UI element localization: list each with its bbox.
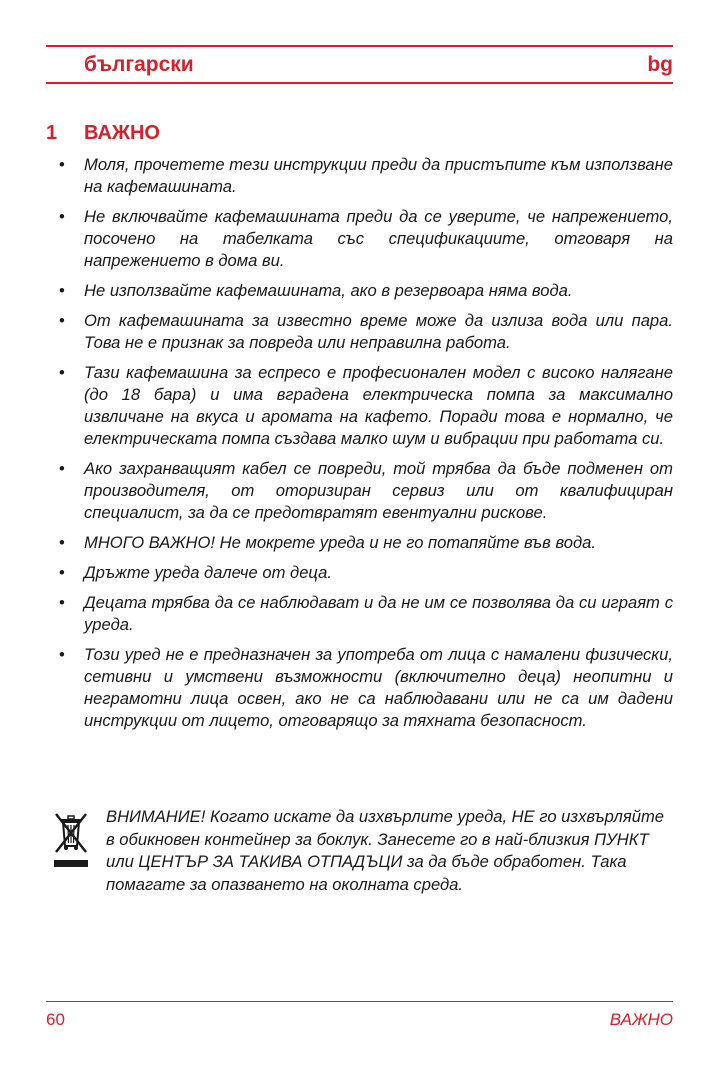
bullet-icon: • [59, 311, 65, 330]
bullet-icon: • [59, 363, 65, 382]
bullet-icon: • [59, 645, 65, 664]
section-heading [46, 122, 160, 145]
warning-text: ВНИМАНИЕ! Когато искате да изхвърлите уреда, НЕ го изхвърляйте в обикновен контейнер за боклук. Занесете го в най-близкия ПУНКТ или ЦЕНТЪР ЗА ТАКИВА ОТПАДЪЦИ за да бъде обработен. Така помагате за опазването на околната среда. [106, 807, 665, 894]
list-item: • Този уред не е предназначен за употреба от лица с намалени физически, сетивни и умствени възможности (включително деца) неопитни и неграмотни лица освен, ако не са наблюдавани или не са им дадени инструкции от лицето, отговарящо за тяхната безопасност. [59, 645, 673, 730]
header-bottom-rule [46, 82, 673, 84]
header-top-rule [46, 45, 673, 47]
list-item: • Не използвайте кафемашината, ако в резервоара няма вода. [59, 281, 573, 300]
list-item: • Децата трябва да се наблюдават и да не им се позволява да си играят с уреда. [59, 593, 673, 634]
list-item: • Не включвайте кафемашината преди да се уверите, че напрежението, посочено на табелката със спецификациите, отговаря на напрежението в дома ви. [59, 207, 673, 270]
bullet-icon: • [59, 207, 65, 226]
list-item: • Ако захранващият кабел се повреди, той трябва да бъде подменен от производителя, от оторизиран сервиз или от квалифициран специалист, за да се предотвратят евентуални рискове. [59, 459, 673, 522]
bullet-icon: • [59, 459, 65, 478]
weee-crossed-bin-icon [52, 810, 90, 870]
footer-rule [46, 1001, 673, 1002]
bullet-icon: • [59, 155, 65, 174]
list-item: • Моля, прочетете тези инструкции преди да пристъпите към използване на кафемашината. [59, 155, 673, 196]
bullet-icon: • [59, 593, 65, 612]
section-title: ВАЖНО [84, 122, 160, 144]
bullet-icon: • [59, 563, 65, 582]
list-item: • Дръжте уреда далече от деца. [59, 563, 332, 582]
header-language: български [84, 53, 194, 76]
list-item: • МНОГО ВАЖНО! Не мокрете уреда и не го потапяйте във вода. [59, 533, 596, 552]
section-number: 1 [46, 122, 58, 144]
bullet-icon: • [59, 533, 65, 552]
disposal-warning [46, 806, 673, 896]
list-item: • Тази кафемашина за еспресо е професионален модел с високо налягане (до 18 бара) и има вградена електрическа помпа за максимално извличане на вкуса и аромата на кафето. Поради това е нормално, че електрическата помпа създава малко шум и вибрации при работата си. [59, 363, 673, 448]
instruction-list [46, 154, 673, 740]
page-number: 60 [46, 1010, 65, 1029]
bullet-icon: • [59, 281, 65, 300]
header-language-code: bg [647, 53, 673, 76]
list-item: • От кафемашината за известно време може да излиза вода или пара. Това не е признак за повреда или неправилна работа. [59, 311, 673, 352]
footer-section-name: ВАЖНО [609, 1010, 673, 1029]
